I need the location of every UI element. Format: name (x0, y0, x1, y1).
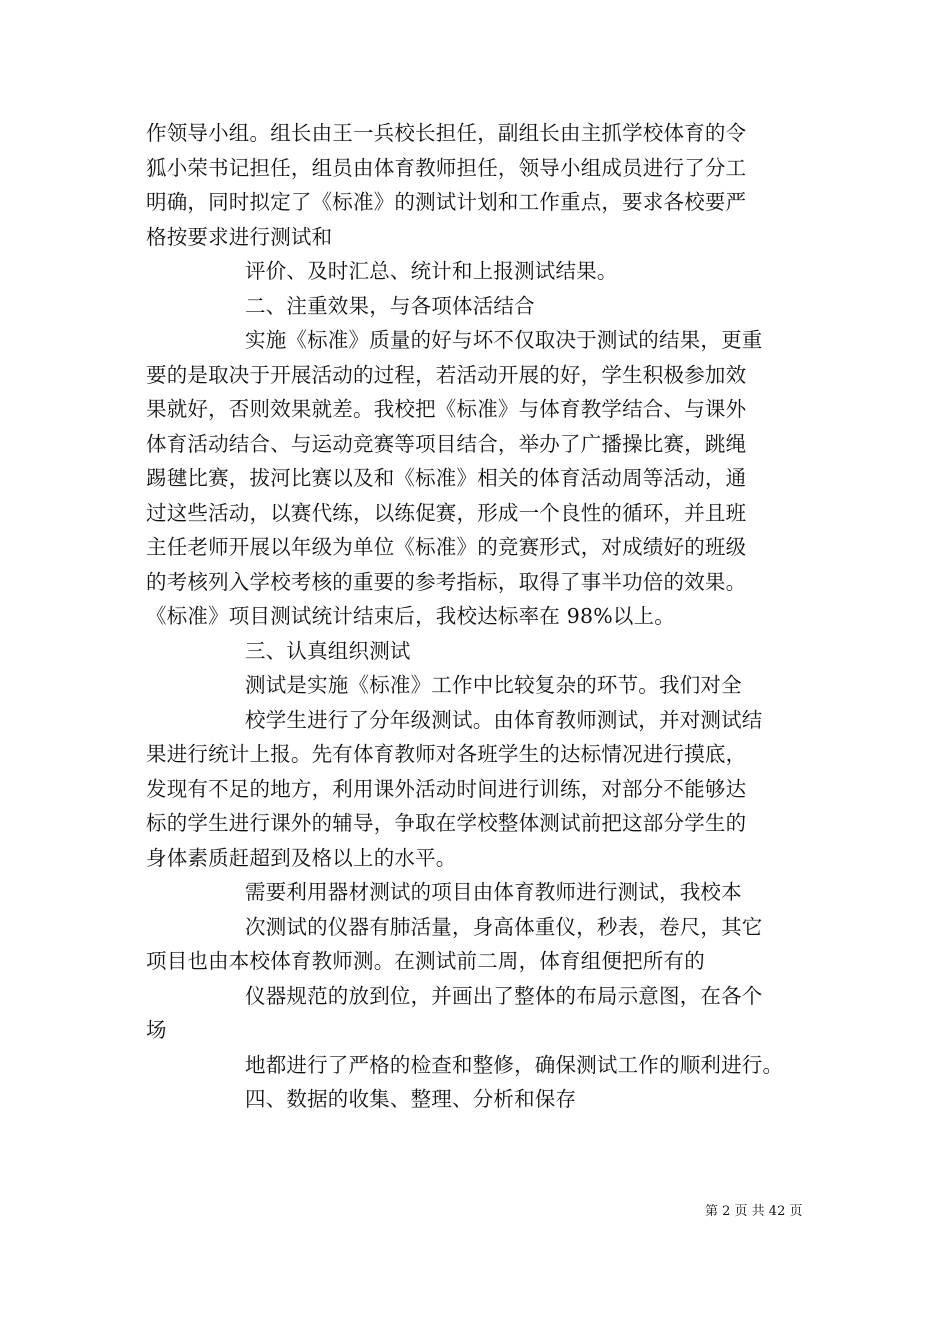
text-line: 体育活动结合、与运动竞赛等项目结合，举办了广播操比赛，跳绳 (146, 431, 747, 456)
text-line: 次测试的仪器有肺活量，身高体重仪，秒表，卷尺，其它 (245, 914, 763, 939)
text-line: 场 (146, 1018, 167, 1042)
body-text (146, 116, 826, 1117)
section-heading-4: 四、数据的收集、整理、分析和保存 (245, 1087, 577, 1111)
text-line: 评价、及时汇总、统计和上报测试结果。 (245, 259, 618, 283)
text-line: 校学生进行了分年级测试。由体育教师测试，并对测试结 (245, 707, 763, 732)
text-line: 踢毽比赛，拔河比赛以及和《标准》相关的体育活动周等活动，通 (146, 466, 747, 490)
section-heading-3: 三、认真组织测试 (245, 638, 411, 663)
text-line: 过这些活动，以赛代练，以练促赛，形成一个良性的循环，并且班 (146, 500, 747, 525)
text-line: 明确，同时拟定了《标准》的测试计划和工作重点，要求各校要严 (146, 190, 747, 214)
text-line: 地都进行了严格的检查和整修，确保测试工作的顺利进行。 (245, 1052, 784, 1077)
text-line: 果就好，否则效果就差。我校把《标准》与体育教学结合、与课外 (146, 397, 747, 421)
text-line: 的考核列入学校考核的重要的参考指标，取得了事半功倍的效果。 (146, 569, 747, 594)
text-line: 《标准》项目测试统计结束后，我校达标率在 98%以上。 (146, 604, 675, 628)
text-line: 要的是取决于开展活动的过程，若活动开展的好，学生积极参加效 (146, 362, 747, 387)
text-line: 实施《标准》质量的好与坏不仅取决于测试的结果，更重 (245, 328, 763, 352)
section-heading-2: 二、注重效果，与各项体活结合 (245, 293, 535, 318)
text-line: 作领导小组。组长由王一兵校长担任，副组长由主抓学校体育的令 (146, 121, 747, 145)
text-line: 测试是实施《标准》工作中比较复杂的环节。我们对全 (245, 673, 742, 697)
text-line: 主任老师开展以年级为单位《标准》的竞赛形式，对成绩好的班级 (146, 535, 747, 559)
text-line: 发现有不足的地方，利用课外活动时间进行训练，对部分不能够达 (146, 776, 747, 801)
page-number-footer: 第 2 页 共 42 页 (705, 1204, 803, 1219)
text-line: 仪器规范的放到位，并画出了整体的布局示意图，在各个 (245, 983, 763, 1008)
text-line: 狐小荣书记担任，组员由体育教师担任，领导小组成员进行了分工 (146, 155, 747, 180)
text-line: 项目也由本校体育教师测。在测试前二周，体育组便把所有的 (146, 949, 705, 973)
text-line: 果进行统计上报。先有体育教师对各班学生的达标情况进行摸底， (146, 742, 747, 766)
text-line: 身体素质赶超到及格以上的水平。 (146, 845, 457, 870)
text-line: 格按要求进行测试和 (146, 224, 333, 249)
text-line: 需要利用器材测试的项目由体育教师进行测试，我校本 (245, 880, 742, 904)
text-line: 标的学生进行课外的辅导，争取在学校整体测试前把这部分学生的 (146, 811, 747, 835)
